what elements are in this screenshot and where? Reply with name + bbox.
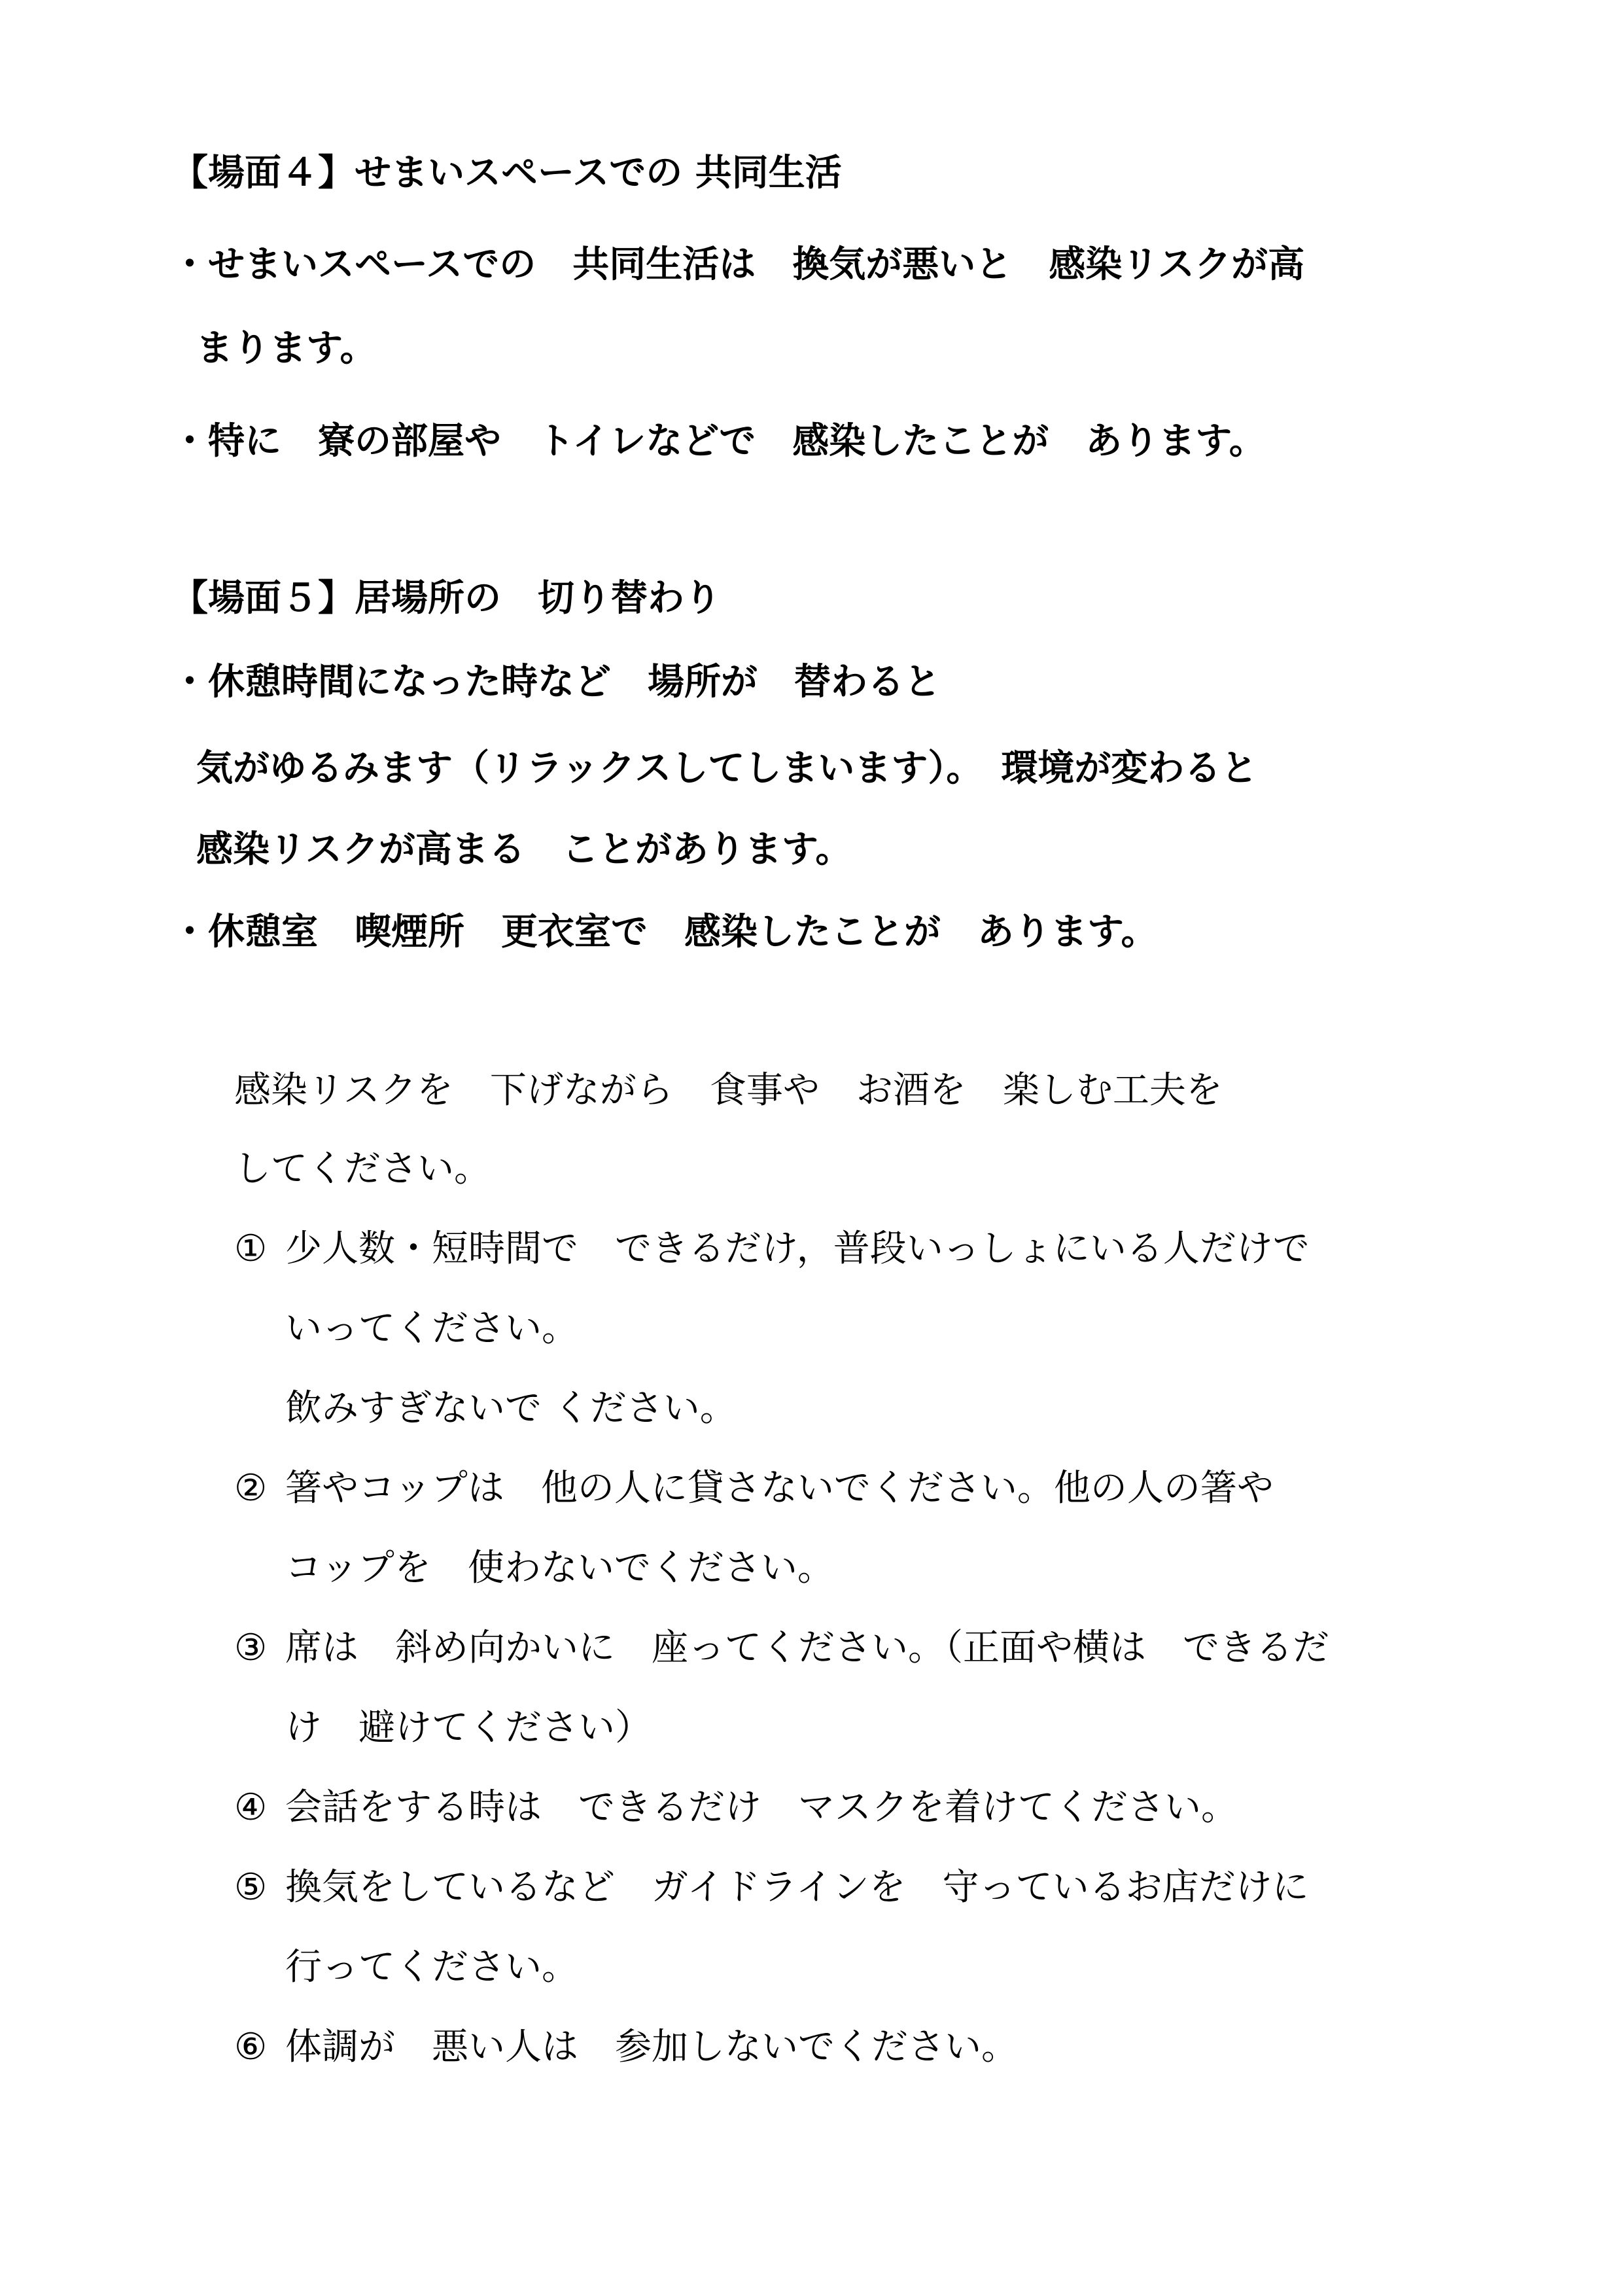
tip-item-5	[234, 1865, 1309, 1911]
scene4-bullet-1-line-2: まります。	[196, 327, 377, 370]
tip-text: 席は 斜め向かいに 座ってください。（正面や横は できるだ	[285, 1627, 1329, 1669]
tip-number: ③	[234, 1627, 268, 1669]
tip-number: ⑥	[234, 2026, 268, 2068]
tip-number: ②	[234, 1467, 268, 1510]
tip-number: ①	[234, 1227, 268, 1270]
tip-item-2	[234, 1466, 1274, 1511]
tip-item-1-line-2: いってください。	[285, 1307, 578, 1350]
tips-intro-line-1: 感染リスクを 下げながら 食事や お酒を 楽しむ工夫を	[234, 1069, 1223, 1112]
scene5-bullet-1-line-3: 感染リスクが高まる ことがあります。	[196, 828, 852, 871]
scene5-title: 【場面５】居場所の 切り替わり	[171, 577, 721, 620]
tip-item-1	[234, 1226, 1310, 1272]
scene5-bullet-1-line-1: ・休憩時間になった時など 場所が 替わると	[171, 661, 941, 703]
tip-item-1-line-3: 飲みすぎないで ください。	[285, 1387, 737, 1430]
tip-number: ⑤	[234, 1866, 268, 1909]
scene5-bullet-1-line-2: 気がゆるみます（リラックスしてしまいます）。 環境が変わると	[196, 747, 1258, 790]
tip-text: 箸やコップは 他の人に貸さないでください。他の人の箸や	[285, 1467, 1274, 1510]
tip-item-3-line-2: け 避けてください）	[285, 1706, 652, 1749]
tip-item-4	[234, 1785, 1238, 1831]
scene4-title: 【場面４】せまいスペースでの 共同生活	[171, 152, 842, 194]
tip-item-2-line-2: コップを 使わないでください。	[285, 1547, 834, 1589]
scene4-bullet-1-line-1: ・せまいスペースでの 共同生活は 換気が悪いと 感染リスクが高	[171, 243, 1305, 286]
tip-item-5-line-2: 行ってください。	[285, 1946, 578, 1988]
tip-text: 換気をしているなど ガイドラインを 守っているお店だけに	[285, 1866, 1309, 1909]
tip-number: ④	[234, 1786, 268, 1829]
tips-intro-line-2: してください。	[234, 1148, 491, 1190]
tip-item-3	[234, 1625, 1329, 1671]
tip-text: 少人数・短時間で できるだけ，普段いっしょにいる人だけで	[285, 1227, 1310, 1270]
tip-text: 会話をする時は できるだけ マスクを着けてください。	[285, 1786, 1238, 1829]
scene5-bullet-2-line-1: ・休憩室 喫煙所 更衣室で 感染したことが あります。	[171, 911, 1158, 953]
tip-text: 体調が 悪い人は 参加しないでください。	[285, 2026, 1018, 2068]
tip-item-6	[234, 2024, 1018, 2070]
scene4-bullet-2-line-1: ・特に 寮の部屋や トイレなどで 感染したことが あります。	[171, 420, 1266, 463]
